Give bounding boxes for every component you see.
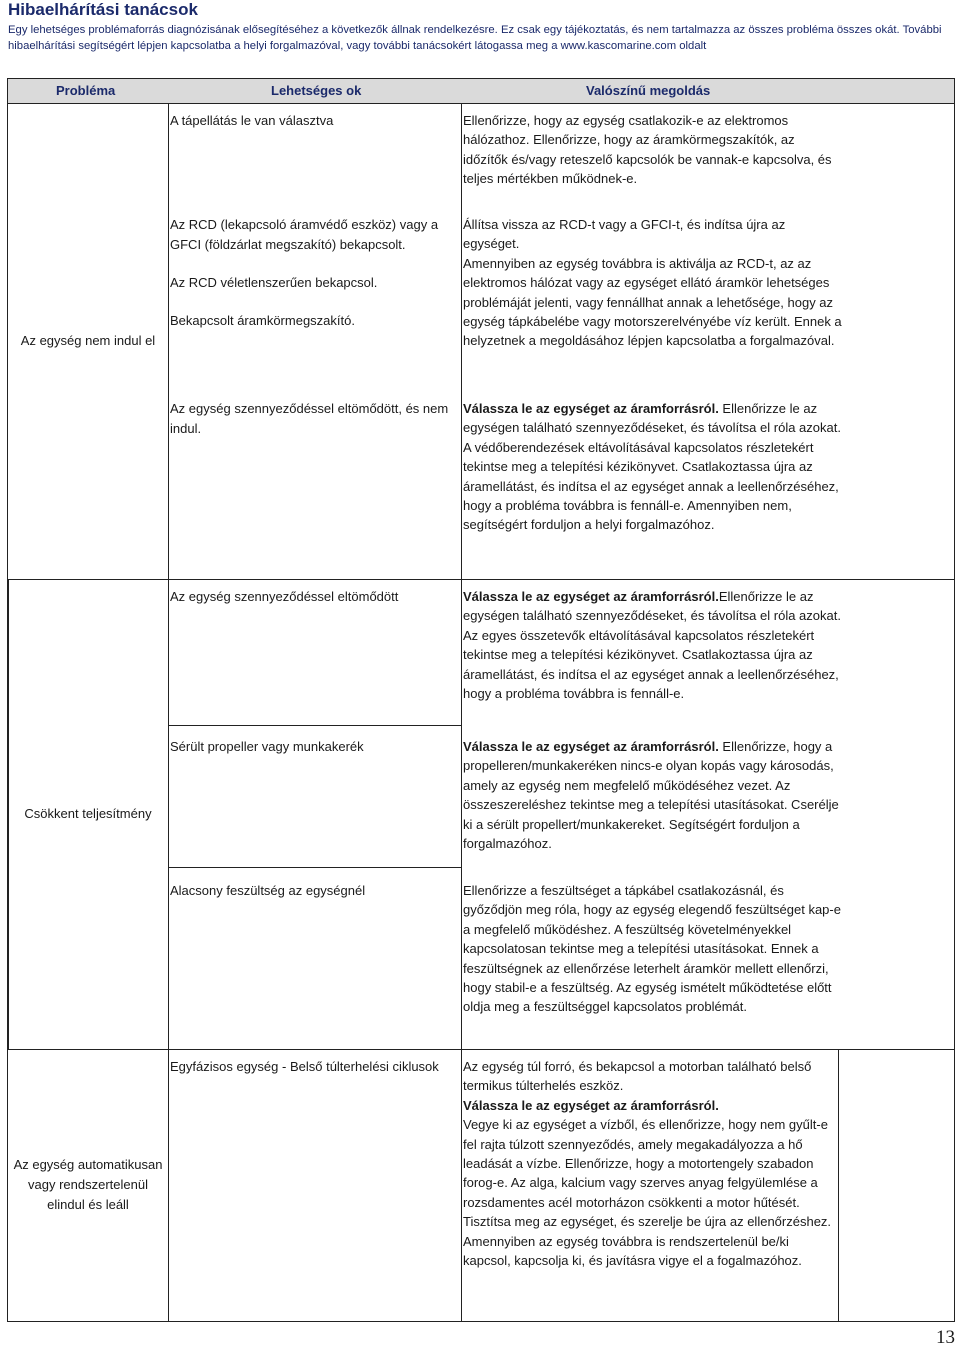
solution-warning: Válassza le az egységet az áramforrásról. bbox=[463, 1097, 719, 1113]
cause-cell bbox=[170, 399, 460, 439]
solution-text: Az egység túl forró, és bekapcsol a motorban található belső termikus túlterhelés eszköz. bbox=[463, 1059, 812, 1094]
solution-cell bbox=[463, 399, 843, 535]
cause-text: Sérült propeller vagy munkakerék bbox=[170, 739, 364, 754]
cause-cell bbox=[170, 215, 460, 331]
solution-cell bbox=[463, 215, 843, 351]
solution-warning: Válassza le az egységet az áramforrásról. bbox=[463, 739, 719, 754]
cause-cell bbox=[170, 587, 460, 607]
cause-text: Bekapcsolt áramkörmegszakító. bbox=[170, 313, 355, 328]
solution-text: Amennyiben az egység továbbra is aktiválja az RCD-t, az az elektromos hálózat vagy az egységet ellátó áramkör lehetséges problémáját jelenti, vagy fennállhat annak a lehetősége, hogy az egység tápkábelébe vagy motorszerelvényébe víz került. Ennek a helyzetnek a megoldásához lépjen kapcsolatba a forgalmazóval. bbox=[463, 255, 842, 349]
solution-text: Válassza le az egységet az áramforrásról. Ellenőrizze le az egységen található szennyeződéseket, és távolítsa el róla azokat. A védőberendezések eltávolításával kapcsolatos részletekért tekintse meg a telepítési kézikönyvet. Csatlakoztassa újra az áramellátást, és indítsa el az egységet annak a leellenőrzéséhez, hogy a probléma továbbra is fennáll-e. Amennyiben nem, segítségért forduljon a helyi forgalmazóhoz. bbox=[463, 401, 841, 533]
column-divider bbox=[168, 103, 169, 579]
problem-cell: Csökkent teljesítmény bbox=[24, 806, 152, 821]
cause-text: Az egység szennyeződéssel eltömődött bbox=[170, 589, 399, 604]
cause-text: Alacsony feszültség az egységnél bbox=[170, 883, 366, 898]
solution-cell bbox=[463, 111, 843, 189]
troubleshooting-table bbox=[7, 78, 955, 1322]
cause-text: Az RCD (lekapcsoló áramvédő eszköz) vagy a GFCI (földzárlat megszakító) bekapcsolt. bbox=[170, 217, 439, 252]
row-divider bbox=[168, 725, 462, 726]
cause-cell bbox=[170, 881, 460, 901]
solution-cell bbox=[463, 587, 843, 703]
solution-text bbox=[463, 1096, 835, 1115]
column-divider bbox=[461, 1049, 462, 1321]
problem-cell: Az egység automatikusan vagy rendszertelenül elindul és leáll bbox=[13, 1157, 163, 1212]
solution-text: Vegye ki az egységet a vízből, és ellenőrizze, hogy nem gyűlt-e fel rajta túlzott szennyeződés, amely megakadályozza a hő leadását a vízbe. Ellenőrizze, hogy a motortengely szabadon forog-e. Az alga, kalcium vagy szerves anyag felgyülemlése a rozsdamentes acél motorházon csökkenti a motor hűtését. Tisztítsa meg az egységet, és szerelje be újra az ellenőrzéshez. Amennyiben az egység továbbra is rendszertelenül be/ki kapcsol, kapcsolja ki, és javításra vigye el a fogalmazóhoz. bbox=[463, 1117, 832, 1269]
solution-text: Válassza le az egységet az áramforrásról. Ellenőrizze, hogy a propelleren/munkakeréken nincs-e olyan kopás vagy károsodás, amely az egység nem megfelelő működéséhez vezet. Az összeszereléshez tekintse meg a telepítési utasításokat. Cserélje ki a sérült propellert/munkakereket. Segítségért forduljon a forgalmazóhoz. bbox=[463, 739, 839, 852]
solution-cell bbox=[463, 881, 843, 1017]
header-solution: Valószínű megoldás bbox=[586, 83, 711, 98]
cause-text: Az RCD véletlenszerűen bekapcsol. bbox=[170, 275, 378, 290]
header-problem: Probléma bbox=[56, 83, 116, 98]
solution-text: Válassza le az egységet az áramforrásról.Ellenőrizze le az egységen található szennyeződéseket, és távolítsa el róla azokat. Az egyes összetevők eltávolításával kapcsolatos részletekért tekintse meg a telepítési kézikönyvet. Csatlakoztassa újra az áramellátást, és indítsa el az egységet annak a leellenőrzéséhez, hogy a probléma továbbra is fennáll-e. bbox=[463, 589, 841, 702]
solution-warning: Válassza le az egységet az áramforrásról. bbox=[463, 401, 719, 416]
row-divider bbox=[168, 867, 462, 868]
cause-text: Egyfázisos egység - Belső túlterhelési ciklusok bbox=[170, 1059, 439, 1074]
solution-warning: Válassza le az egységet az áramforrásról. bbox=[463, 589, 719, 604]
cause-cell bbox=[170, 737, 460, 757]
solution-text: Ellenőrizze a feszültséget a tápkábel csatlakozásnál, és győződjön meg róla, hogy az egység elegendő feszültséget kap-e a megfelelő működéshez. A feszültség követelményekkel kapcsolatosan tekintse meg a telepítési utasításokat. Ennek a feszültségnek az ellenőrzése leterhelt áramkör mellett ellenőrzi, hogy stabil-e a feszültség. Az egység ismételt működtetése előtt oldja meg a feszültséggel kapcsolatos problémát. bbox=[463, 883, 841, 1015]
cause-text: A tápellátás le van választva bbox=[170, 113, 334, 128]
header-causes: Lehetséges ok bbox=[271, 83, 362, 98]
intro-text: Egy lehetséges problémaforrás diagnózisának elősegítéséhez a következők állnak rendelkezésre. Ez csak egy tájékoztatás, és nem tartalmazza az összes probléma összes okát. További hibaelhárítási segítségért lépjen kapcsolatba a helyi forgalmazóval, vagy további tanácsokért látogassa meg a www.kascomarine.com oldalt bbox=[8, 24, 942, 52]
problem-cell: Az egység nem indul el bbox=[20, 333, 156, 348]
column-divider bbox=[168, 1049, 169, 1321]
page-number: 13 bbox=[936, 1327, 955, 1348]
column-divider bbox=[461, 103, 462, 579]
solution-text: Állítsa vissza az RCD-t vagy a GFCI-t, és indítsa újra az egységet. bbox=[463, 217, 786, 252]
solution-cell bbox=[463, 1057, 835, 1270]
table-header bbox=[8, 79, 954, 104]
column-divider bbox=[461, 579, 462, 1049]
column-divider bbox=[168, 579, 169, 1049]
cause-text: Az egység szennyeződéssel eltömődött, és nem indul. bbox=[170, 401, 449, 436]
cause-cell bbox=[170, 111, 460, 131]
column-divider bbox=[838, 1049, 839, 1321]
cause-cell bbox=[170, 1057, 460, 1077]
solution-cell bbox=[463, 737, 843, 853]
page-title: Hibaelhárítási tanácsok bbox=[8, 0, 198, 19]
solution-text: Ellenőrizze, hogy az egység csatlakozik-e az elektromos hálózathoz. Ellenőrizze, hogy az áramkörmegszakítók, az időzítők és/vagy reteszelő kapcsolók be vannak-e kapcsolva, és teljes mértékben működnek-e. bbox=[463, 113, 832, 187]
